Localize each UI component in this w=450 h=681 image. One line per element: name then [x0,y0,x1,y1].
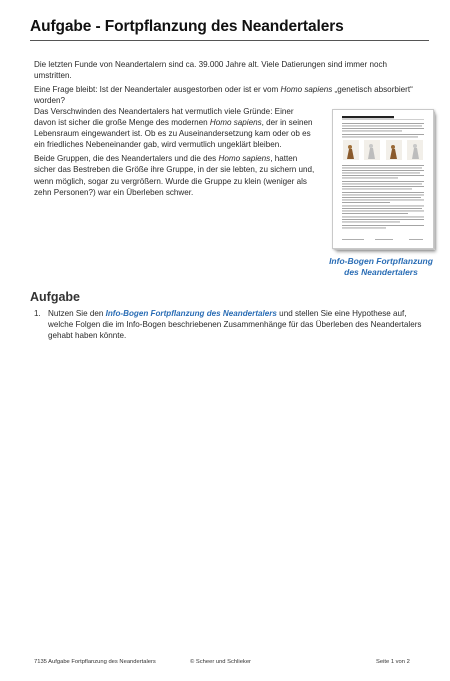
intro-p2-species: Homo sapiens [280,85,333,95]
footer-copyright: © Scheer und Schlieker [190,659,251,665]
task-text-a: Nutzen Sie den [48,309,106,318]
intro-paragraph-1: Die letzten Funde von Neandertalern sind ca. 39.000 Jahre alt. Viele Datierungen sind immer noch umstritten. [34,60,388,81]
task-number: 1. [34,309,41,318]
info-sheet-caption[interactable] [316,256,446,278]
page-title: Aufgabe - Fortpflanzung des Neandertalers [30,18,344,35]
body-p3-text-b: , der in seinen Lebensraum eingewandert ist. Ob es zu Auseinandersetzung kam oder ob es ein friedliches Nebeneinander gab, wird vermutlich ungeklärt bleiben. [34,118,313,150]
body-p4-text-b: , hatten sicher das Bestreben die Größe ihre Gruppe, in der sie lebten, zu sichern und, wenn möglich, sogar zu vergrößern. Wurde die Gruppe zu klein (weniger als zehn Personen?) war ein Überleben schwer. [34,154,315,197]
thumbnail-preview-graphic [333,110,433,248]
body-paragraph-2 [34,153,316,197]
intro-p2-text-b: „genetisch absorbiert“ worden? [34,85,413,106]
body-p4-species: Homo sapiens [218,154,271,164]
body-paragraph-1 [34,106,316,150]
task-item [34,308,428,341]
title-divider [30,40,429,41]
body-p3-species: Homo sapiens [209,118,262,128]
info-sheet-thumbnail[interactable] [332,109,437,251]
caption-line-1: Info-Bogen Fortpflanzung [329,256,433,266]
info-sheet-link[interactable]: Info-Bogen Fortpflanzung des Neandertalers [105,309,277,318]
intro-text [34,59,426,109]
evolution-figures-icon [343,140,423,160]
body-p3-text-a: Das Verschwinden des Neandertalers hat vermutlich viele Gründe: Einer davon ist sicher die große Menge des modernen [34,107,294,128]
caption-line-2: des Neandertalers [344,267,418,277]
intro-p2-text-a: Eine Frage bleibt: Ist der Neandertaler ausgestorben oder ist er vom [34,85,281,95]
body-text [34,106,316,201]
body-p4-text-a: Beide Gruppen, die des Neandertalers und die des [34,154,219,164]
thumbnail-front-page [332,109,434,249]
footer-page-number: Seite 1 von 2 [376,659,410,665]
task-list [34,308,428,341]
task-section-heading: Aufgabe [30,290,80,304]
intro-paragraph-2 [34,84,426,106]
footer-document-id: 7135 Aufgabe Fortpflanzung des Neandertalers [34,659,156,665]
task-text-b: und stellen Sie eine Hypothese auf, welche Folgen die im Info-Bogen beschriebenen Zusammenhänge für das Überleben des Neandertalers gehabt haben könnte. [48,309,422,341]
